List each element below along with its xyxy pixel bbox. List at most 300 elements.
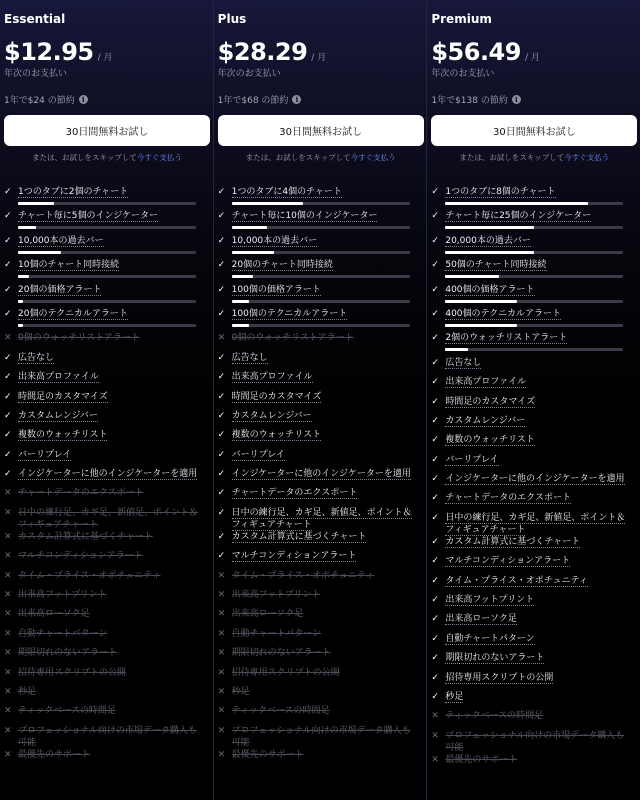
check-icon: ✓	[431, 672, 439, 683]
billing-note: 年次のお支払い	[4, 69, 68, 79]
feature-item	[4, 749, 209, 768]
feature-item	[218, 667, 423, 686]
feature-item	[4, 550, 209, 569]
feature-level-fill	[18, 324, 23, 327]
feature-item	[4, 429, 209, 448]
cross-icon: ✕	[431, 711, 439, 722]
pay-now-link[interactable]: 今すぐ支払う	[350, 153, 396, 162]
check-icon: ✓	[217, 352, 226, 363]
feature-level-fill	[232, 275, 253, 278]
feature-label[interactable]: 時間足のカスタマイズ	[445, 396, 536, 407]
feature-body	[232, 332, 423, 344]
feature-item	[218, 686, 423, 705]
feature-item	[4, 686, 209, 705]
feature-item	[431, 357, 636, 376]
check-icon: ✓	[431, 415, 439, 426]
feature-label[interactable]: 日中の練行足、カギ足、新値足、ポイント＆フィギュアチャート	[231, 507, 412, 530]
feature-item	[431, 633, 636, 652]
feature-label[interactable]: 出来高フットプリント	[445, 595, 535, 606]
pay-now-link[interactable]: 今すぐ支払う	[136, 153, 182, 162]
feature-item	[218, 391, 423, 410]
price-row	[431, 38, 636, 68]
feature-body	[232, 749, 423, 761]
feature-label[interactable]: 20,000本の過去バー	[445, 235, 531, 246]
feature-label[interactable]: バーリプレイ	[18, 449, 72, 460]
feature-item	[4, 210, 209, 234]
feature-item	[218, 308, 423, 332]
price-row	[218, 38, 423, 68]
check-icon: ✓	[431, 556, 439, 567]
feature-label[interactable]: インジケーターに他のインジケーターを適用	[231, 469, 411, 480]
feature-label[interactable]: 出来高プロファイル	[18, 372, 99, 383]
feature-label[interactable]: 日中の練行足、カギ足、新値足、ポイント＆フィギュアチャート	[18, 507, 199, 530]
feature-label[interactable]: 秒足	[231, 686, 250, 697]
free-trial-button[interactable]: 30日間無料お試し	[4, 115, 210, 146]
feature-label[interactable]: 50個のチャート同時接続	[445, 260, 547, 271]
free-trial-button[interactable]: 30日間無料お試し	[218, 115, 424, 146]
check-icon: ✓	[217, 187, 226, 197]
feature-body	[232, 429, 423, 441]
feature-item	[4, 352, 209, 371]
feature-body	[232, 647, 423, 659]
feature-item	[431, 691, 636, 710]
feature-level-bar	[18, 226, 196, 229]
feature-label[interactable]: チャート毎に10個のインジケーター	[231, 211, 378, 222]
feature-body	[18, 531, 209, 543]
feature-item	[431, 594, 636, 613]
feature-label[interactable]: 0個のウォッチリストアラート	[231, 333, 354, 344]
check-icon: ✓	[217, 531, 226, 542]
cross-icon: ✕	[217, 333, 226, 344]
feature-body	[445, 754, 636, 766]
feature-item	[431, 332, 636, 356]
feature-label[interactable]: 出来高ローソク足	[231, 609, 304, 620]
feature-body	[445, 691, 636, 703]
feature-label[interactable]: カスタムレンジバー	[231, 410, 312, 421]
feature-item	[431, 186, 636, 210]
feature-item	[4, 725, 209, 749]
feature-label[interactable]: 広告なし	[18, 352, 55, 363]
feature-label[interactable]: 時間足のカスタマイズ	[231, 391, 322, 402]
feature-item	[4, 531, 209, 550]
cross-icon: ✕	[4, 749, 12, 760]
feature-body	[18, 352, 209, 364]
feature-body	[445, 284, 636, 303]
check-icon: ✓	[217, 308, 226, 319]
feature-body	[445, 376, 636, 388]
feature-label[interactable]: チャート毎に5個のインジケーター	[18, 211, 159, 222]
feature-item	[218, 371, 423, 390]
feature-item	[4, 667, 209, 686]
cross-icon: ✕	[4, 725, 12, 736]
feature-label[interactable]: インジケーターに他のインジケーターを適用	[445, 474, 625, 485]
feature-label[interactable]: 期限切れのないアラート	[18, 648, 118, 659]
feature-label[interactable]: マルチコンディションアラート	[18, 551, 143, 562]
feature-body	[232, 235, 423, 254]
plan-premium	[426, 0, 640, 800]
feature-label[interactable]: 出来高プロファイル	[445, 377, 527, 388]
check-icon: ✓	[217, 507, 226, 518]
feature-label[interactable]: チャートデータのエクスポート	[18, 488, 144, 499]
feature-item	[218, 507, 423, 531]
feature-item	[431, 575, 636, 594]
plan-name: Essential	[4, 12, 66, 26]
feature-label[interactable]: 1つのタブに4個のチャート	[231, 187, 342, 197]
feature-body	[232, 667, 423, 679]
feature-body	[18, 332, 209, 344]
feature-body	[18, 686, 209, 698]
feature-label[interactable]: 期限切れのないアラート	[445, 653, 545, 664]
feature-label[interactable]: 0個のウォッチリストアラート	[18, 333, 140, 344]
feature-body	[18, 468, 209, 480]
feature-body	[232, 550, 423, 562]
feature-item	[4, 332, 209, 351]
feature-label[interactable]: ティックベースの時間足	[18, 706, 116, 717]
feature-item	[218, 284, 423, 308]
feature-label[interactable]: カスタム計算式に基づくチャート	[18, 531, 153, 542]
feature-label[interactable]: カスタム計算式に基づくチャート	[231, 531, 367, 542]
feature-label[interactable]: 広告なし	[231, 352, 268, 363]
feature-label[interactable]: 1つのタブに8個のチャート	[445, 187, 556, 197]
cross-icon: ✕	[217, 628, 226, 639]
pay-now-link[interactable]: 今すぐ支払う	[564, 153, 610, 162]
cross-icon: ✕	[217, 667, 226, 678]
cross-icon: ✕	[4, 686, 12, 697]
feature-item	[431, 730, 636, 754]
feature-label[interactable]: バーリプレイ	[445, 454, 499, 465]
check-icon: ✓	[431, 493, 439, 504]
feature-label[interactable]: 出来高プロファイル	[231, 372, 313, 383]
feature-item	[218, 259, 423, 283]
check-icon: ✓	[431, 377, 439, 388]
feature-body	[445, 575, 636, 587]
feature-label[interactable]: カスタムレンジバー	[445, 415, 526, 426]
check-icon: ✓	[431, 211, 439, 222]
cross-icon: ✕	[217, 609, 226, 620]
feature-item	[4, 628, 209, 647]
check-icon: ✓	[431, 595, 439, 606]
feature-item	[431, 396, 636, 415]
feature-label[interactable]: タイム・プライス・オポチュニティ	[445, 575, 588, 586]
feature-item	[218, 468, 423, 487]
feature-label[interactable]: 10個のチャート同時接続	[18, 260, 120, 271]
feature-body	[18, 308, 209, 327]
check-icon: ✓	[431, 435, 439, 446]
plan-price: $56.49	[431, 38, 521, 66]
check-icon: ✓	[431, 357, 439, 368]
feature-body	[18, 210, 209, 229]
feature-item	[431, 536, 636, 555]
feature-body	[232, 531, 423, 543]
check-icon: ✓	[217, 551, 226, 562]
feature-label[interactable]: 広告なし	[445, 357, 482, 368]
free-trial-button[interactable]: 30日間無料お試し	[431, 115, 637, 146]
cross-icon: ✕	[217, 706, 226, 717]
feature-label[interactable]: 2個のウォッチリストアラート	[445, 333, 568, 344]
feature-body	[445, 434, 636, 446]
cross-icon: ✕	[4, 531, 12, 542]
check-icon: ✓	[217, 372, 226, 383]
feature-label[interactable]: 出来高フットプリント	[18, 590, 107, 601]
plan-price: $28.29	[217, 38, 308, 66]
feature-item	[4, 589, 209, 608]
feature-level-bar	[232, 324, 410, 327]
check-icon: ✓	[431, 454, 439, 465]
feature-body	[445, 186, 636, 205]
feature-level-bar	[232, 300, 410, 303]
feature-label[interactable]: 20個の価格アラート	[18, 284, 102, 295]
feature-item	[431, 492, 636, 511]
check-icon: ✓	[217, 235, 226, 246]
feature-label[interactable]: 100個の価格アラート	[231, 284, 321, 295]
feature-label[interactable]: 日中の練行足、カギ足、新値足、ポイント＆フィギュアチャート	[445, 512, 626, 535]
feature-level-bar	[445, 348, 623, 351]
feature-level-bar	[18, 275, 196, 278]
feature-item	[431, 235, 636, 259]
feature-item	[4, 570, 209, 589]
savings-note	[218, 92, 423, 106]
feature-body	[445, 492, 636, 504]
feature-label[interactable]: チャート毎に25個のインジケーター	[445, 211, 592, 222]
feature-label[interactable]: 出来高ローソク足	[445, 614, 517, 625]
info-icon[interactable]: i	[512, 95, 521, 104]
feature-level-fill	[445, 202, 587, 205]
feature-label[interactable]: 秒足	[445, 691, 464, 702]
feature-level-fill	[445, 324, 516, 327]
feature-label[interactable]: 10,000本の過去バー	[231, 235, 318, 246]
feature-level-fill	[18, 300, 23, 303]
price-row	[4, 38, 209, 68]
feature-item	[4, 705, 209, 724]
feature-body	[445, 594, 636, 606]
check-icon: ✓	[4, 260, 12, 271]
feature-label[interactable]: 出来高ローソク足	[18, 609, 90, 620]
feature-body	[445, 555, 636, 567]
feature-label[interactable]: 400個のテクニカルアラート	[445, 308, 561, 319]
price-period: / 月	[524, 53, 540, 63]
feature-label[interactable]: 招待専用スクリプトの公開	[231, 667, 340, 678]
feature-body	[445, 210, 636, 229]
skip-trial-note	[218, 152, 424, 164]
feature-label[interactable]: 招待専用スクリプトの公開	[18, 667, 127, 678]
feature-body	[445, 396, 636, 408]
feature-label[interactable]: カスタムレンジバー	[18, 410, 98, 421]
feature-label[interactable]: インジケーターに他のインジケーターを適用	[18, 469, 198, 480]
feature-label[interactable]: マルチコンディションアラート	[231, 551, 357, 562]
check-icon: ✓	[431, 260, 439, 271]
feature-label[interactable]: 最優先のサポート	[18, 749, 91, 760]
feature-item	[431, 308, 636, 332]
feature-body	[232, 725, 423, 749]
feature-label[interactable]: チャートデータのエクスポート	[445, 493, 571, 504]
feature-item	[218, 186, 423, 210]
savings-note	[4, 92, 209, 106]
feature-level-fill	[18, 226, 36, 229]
feature-body	[445, 512, 636, 536]
feature-body	[18, 507, 209, 531]
feature-level-fill	[232, 251, 275, 254]
feature-label[interactable]: 複数のウォッチリスト	[445, 435, 535, 446]
feature-item	[218, 725, 423, 749]
feature-level-fill	[18, 275, 29, 278]
cross-icon: ✕	[4, 648, 12, 659]
feature-label[interactable]: バーリプレイ	[231, 449, 285, 460]
check-icon: ✓	[431, 333, 439, 344]
feature-body	[18, 608, 209, 620]
feature-body	[232, 468, 423, 480]
feature-label[interactable]: 最優先のサポート	[445, 754, 518, 765]
feature-label[interactable]: 100個のテクニカルアラート	[231, 308, 348, 319]
check-icon: ✓	[431, 575, 439, 586]
feature-label[interactable]: プロフェッショナル向けの市場データ購入も可能	[18, 725, 197, 748]
feature-label[interactable]: プロフェッショナル向けの市場データ購入も可能	[231, 725, 411, 748]
feature-item	[431, 454, 636, 473]
cross-icon: ✕	[4, 628, 12, 639]
feature-label[interactable]: 自動チャートパターン	[18, 628, 108, 639]
feature-item	[218, 628, 423, 647]
feature-list	[4, 186, 209, 768]
feature-body	[232, 210, 423, 229]
feature-item	[4, 468, 209, 487]
feature-label[interactable]: 出来高フットプリント	[231, 590, 321, 601]
feature-item	[431, 259, 636, 283]
check-icon: ✓	[431, 235, 439, 246]
feature-level-bar	[232, 226, 410, 229]
feature-label[interactable]: 期限切れのないアラート	[231, 648, 331, 659]
feature-label[interactable]: マルチコンディションアラート	[445, 556, 571, 567]
cross-icon: ✕	[431, 730, 439, 741]
feature-item	[218, 352, 423, 371]
feature-level-fill	[445, 251, 534, 254]
feature-level-bar	[232, 202, 410, 205]
feature-label[interactable]: 複数のウォッチリスト	[231, 430, 322, 441]
feature-body	[232, 628, 423, 640]
feature-item	[4, 647, 209, 666]
feature-body	[445, 454, 636, 466]
feature-body	[18, 589, 209, 601]
feature-item	[218, 570, 423, 589]
info-icon[interactable]: i	[79, 95, 88, 104]
feature-label[interactable]: 最優先のサポート	[231, 749, 304, 760]
cross-icon: ✕	[4, 507, 12, 518]
feature-body	[18, 391, 209, 403]
feature-body	[18, 570, 209, 582]
feature-label[interactable]: 20個のチャート同時接続	[231, 260, 333, 271]
cross-icon: ✕	[217, 725, 226, 736]
feature-item	[218, 705, 423, 724]
check-icon: ✓	[4, 372, 12, 383]
feature-item	[218, 235, 423, 259]
feature-label[interactable]: チャートデータのエクスポート	[231, 488, 358, 499]
check-icon: ✓	[217, 469, 226, 480]
feature-label[interactable]: 1つのタブに2個のチャート	[18, 187, 129, 197]
feature-label[interactable]: 複数のウォッチリスト	[18, 430, 108, 441]
feature-level-fill	[232, 300, 250, 303]
feature-body	[18, 186, 209, 205]
skip-trial-text: または、お試しをスキップして	[32, 153, 137, 162]
feature-label[interactable]: 自動チャートパターン	[231, 628, 322, 639]
feature-body	[445, 633, 636, 645]
feature-list	[218, 186, 423, 768]
feature-body	[232, 589, 423, 601]
feature-item	[4, 308, 209, 332]
feature-level-bar	[445, 275, 623, 278]
feature-body	[445, 710, 636, 722]
skip-trial-text: または、お試しをスキップして	[459, 153, 565, 162]
feature-label[interactable]: 20個のテクニカルアラート	[18, 308, 128, 319]
check-icon: ✓	[217, 449, 226, 460]
cross-icon: ✕	[4, 488, 12, 499]
feature-level-fill	[18, 251, 61, 254]
feature-body	[445, 259, 636, 278]
feature-body	[232, 371, 423, 383]
feature-body	[445, 235, 636, 254]
feature-item	[431, 376, 636, 395]
feature-item	[4, 507, 209, 531]
feature-label[interactable]: プロフェッショナル向けの市場データ購入も可能	[445, 730, 625, 753]
info-icon[interactable]: i	[292, 95, 301, 104]
feature-body	[18, 628, 209, 640]
check-icon: ✓	[217, 211, 226, 222]
feature-label[interactable]: タイム・プライス・オポチュニティ	[231, 570, 375, 581]
feature-body	[18, 725, 209, 749]
cross-icon: ✕	[4, 333, 12, 344]
cross-icon: ✕	[217, 570, 226, 581]
feature-item	[218, 449, 423, 468]
feature-label[interactable]: ティックベースの時間足	[231, 706, 330, 717]
feature-body	[232, 410, 423, 422]
feature-body	[232, 391, 423, 403]
cross-icon: ✕	[4, 667, 12, 678]
feature-label[interactable]: ティックベースの時間足	[445, 711, 544, 722]
feature-item	[431, 555, 636, 574]
cross-icon: ✕	[217, 686, 226, 697]
feature-item	[218, 589, 423, 608]
check-icon: ✓	[431, 614, 439, 625]
check-icon: ✓	[431, 187, 439, 197]
feature-list	[431, 186, 636, 773]
feature-level-bar	[445, 202, 623, 205]
check-icon: ✓	[217, 391, 226, 402]
feature-item	[431, 672, 636, 691]
feature-label[interactable]: 時間足のカスタマイズ	[18, 391, 108, 402]
skip-trial-note	[4, 152, 210, 164]
feature-level-fill	[232, 202, 303, 205]
feature-label[interactable]: カスタム計算式に基づくチャート	[445, 536, 581, 547]
feature-level-bar	[445, 324, 623, 327]
feature-item	[4, 449, 209, 468]
feature-item	[218, 608, 423, 627]
feature-item	[4, 371, 209, 390]
feature-label[interactable]: 招待専用スクリプトの公開	[445, 672, 554, 683]
price-period: / 月	[97, 53, 113, 63]
check-icon: ✓	[4, 410, 12, 421]
feature-item	[431, 512, 636, 536]
check-icon: ✓	[431, 308, 439, 319]
feature-label[interactable]: 秒足	[18, 686, 37, 697]
feature-item	[4, 487, 209, 506]
feature-body	[18, 705, 209, 717]
feature-label[interactable]: 自動チャートパターン	[445, 633, 535, 644]
feature-label[interactable]: 400個の価格アラート	[445, 284, 535, 295]
feature-item	[218, 332, 423, 351]
feature-label[interactable]: 10,000本の過去バー	[18, 235, 104, 246]
feature-label[interactable]: タイム・プライス・オポチュニティ	[18, 570, 161, 581]
check-icon: ✓	[4, 469, 12, 480]
price-period: / 月	[311, 53, 327, 63]
check-icon: ✓	[4, 391, 12, 402]
feature-item	[431, 210, 636, 234]
